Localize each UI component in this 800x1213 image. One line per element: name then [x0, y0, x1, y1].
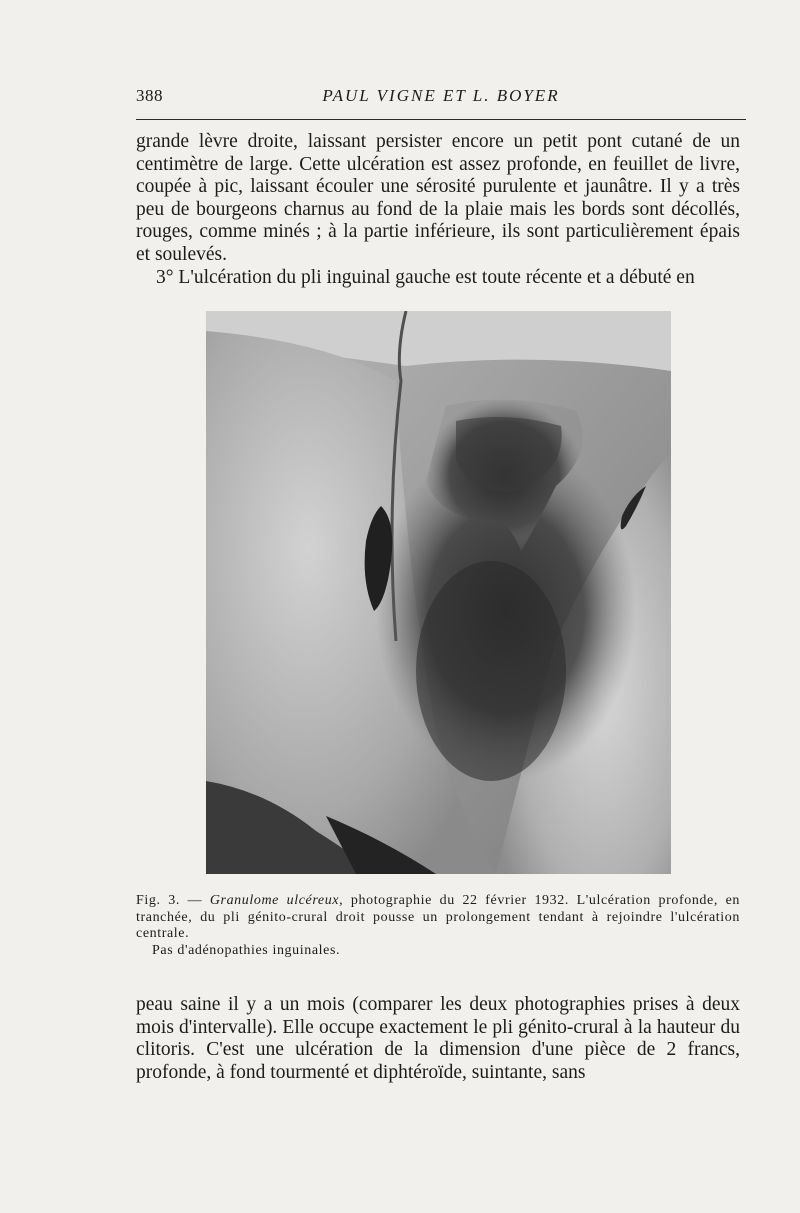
body-text-bottom — [136, 994, 740, 1084]
paragraph-bottom: peau saine il y a un mois (comparer les deux photographies prises à deux mois d'intervalle). Elle occupe exactement le pli génito-crural à la hauteur du clitoris. C'est une ulcération de la dimension d'une pièce de 2 francs, profonde, à fond tourmenté et diphtéroïde, suintante, sans — [136, 994, 740, 1083]
body-text-top — [136, 131, 740, 289]
caption-text: photographie du 22 février 1932. L'ulcération profonde, en tranchée, du pli génito-crural droit pousse un prolongement tendant à rejoindre l'ulcération centrale. — [136, 893, 740, 942]
paragraph-next: 3° L'ulcération du pli inguinal gauche est toute récente et a débuté en — [156, 266, 695, 288]
running-head: PAUL VIGNE ET L. BOYER — [322, 86, 560, 105]
caption-note: Pas d'adénopathies inguinales. — [152, 942, 341, 958]
paragraph-continued: grande lèvre droite, laissant persister encore un petit pont cutané de un centimètre de large. Cette ulcération est assez profonde, en feuillet de livre, coupée à pic, laissant écouler une sérosité purulente et jaunâtre. Il y a très peu de bourgeons charnus au fond de la plaie mais les bords sont décollés, rouges, comme minés ; à la partie inférieure, ils sont particulièrement épais et soulevés. — [136, 131, 740, 265]
figure-title: Granulome ulcéreux, — [209, 893, 344, 908]
page-header — [136, 86, 746, 114]
figure-caption — [136, 893, 740, 959]
photograph-image — [206, 311, 671, 874]
header-rule — [136, 119, 746, 120]
page-number: 388 — [136, 86, 163, 105]
figure-label: Fig. 3. — — [136, 893, 203, 908]
clinical-photograph — [206, 311, 671, 874]
